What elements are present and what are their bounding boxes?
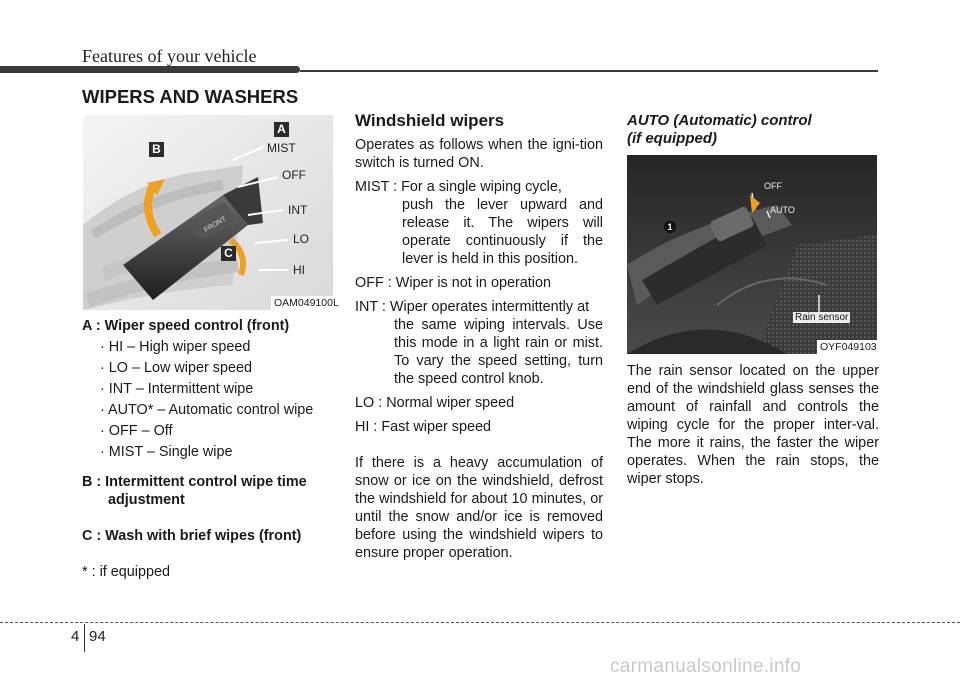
auto-body-column xyxy=(627,362,879,488)
legend-a-item: · LO – Low wiper speed xyxy=(100,360,252,376)
lever-front-label: FRONT xyxy=(203,215,228,234)
legend-a-item: · HI – High wiper speed xyxy=(100,339,251,355)
chapter-number: 4 xyxy=(71,628,80,645)
auto-title: AUTO (Automatic) control xyxy=(627,112,812,129)
page-number: 94 xyxy=(89,628,106,645)
figure-auto-label: AUTO xyxy=(770,205,795,215)
legend-a-item: · MIST – Single wipe xyxy=(100,444,233,460)
int-key: INT : xyxy=(355,299,390,315)
position-off-label: OFF xyxy=(282,168,306,182)
mist-description xyxy=(355,178,603,268)
auto-title-equipped: (if equipped) xyxy=(627,130,717,147)
windshield-title: Windshield wipers xyxy=(355,111,505,130)
legend-column xyxy=(82,317,340,581)
off-description: OFF : Wiper is not in operation xyxy=(355,275,551,291)
snow-ice-note: If there is a heavy accumulation of snow or ice on the windshield, defrost the windshield for about 10 minutes, or until the snow and/or ice is removed before using the windshield wipers to ensure proper operation. xyxy=(355,455,603,561)
auto-body: The rain sensor located on the upper end of the windshield glass senses the amount of rainfall and controls the wiping cycle for the proper inter-val. The more it rains, the faster the wiper operates. When the rain stops, the wiper stops. xyxy=(627,363,879,487)
figure-off-label: OFF xyxy=(764,181,782,191)
page-header-title: Features of your vehicle xyxy=(82,46,257,66)
header-bar xyxy=(0,66,300,73)
lo-description: LO : Normal wiper speed xyxy=(355,395,515,411)
callout-a: A xyxy=(274,122,289,137)
page-number-divider xyxy=(84,624,85,652)
callout-b: B xyxy=(149,142,164,157)
legend-b-label-continued: adjustment xyxy=(108,492,185,508)
figure-marker-1: 1 xyxy=(664,221,676,233)
footer-dashed-rule xyxy=(0,622,960,623)
figure-code-right: OYF049103 xyxy=(817,340,880,354)
position-hi-label: HI xyxy=(293,263,305,277)
int-first-line: Wiper operates intermittently at xyxy=(389,299,590,315)
windshield-column xyxy=(355,112,603,562)
footnote: * : if equipped xyxy=(82,564,171,580)
hi-description: HI : Fast wiper speed xyxy=(355,419,491,435)
header-rule xyxy=(300,70,878,72)
mist-key: MIST : xyxy=(355,179,402,195)
int-description xyxy=(355,298,603,388)
rain-sensor-illustration xyxy=(627,155,877,354)
legend-a-item: · OFF – Off xyxy=(100,423,173,439)
position-lo-label: LO xyxy=(293,232,310,246)
auto-column xyxy=(627,112,879,148)
legend-b-label: B : Intermittent control wipe time xyxy=(82,474,307,490)
section-title: WIPERS AND WASHERS xyxy=(82,86,299,107)
mist-first-line: For a single wiping cycle, xyxy=(401,179,562,195)
legend-c-label: C : Wash with brief wipes (front) xyxy=(82,528,302,544)
legend-a-label: A : Wiper speed control (front) xyxy=(82,318,290,334)
rain-sensor-figure xyxy=(627,155,877,354)
site-watermark[interactable]: carmanualsonline.info xyxy=(610,656,802,677)
position-int-label: INT xyxy=(288,203,308,217)
legend-a-item: · INT – Intermittent wipe xyxy=(100,381,254,397)
rain-sensor-label: Rain sensor xyxy=(795,312,849,323)
wiper-lever-figure xyxy=(83,115,333,310)
mist-rest: push the lever upward and release it. The wipers will operate continuously if the lever is held in this position. xyxy=(402,197,603,267)
position-mist-label: MIST xyxy=(267,141,296,155)
int-rest: the same wiping intervals. Use this mode in a light rain or mist. To vary the speed setting, turn the speed control knob. xyxy=(394,317,603,387)
windshield-intro: Operates as follows when the igni-tion switch is turned ON. xyxy=(355,137,603,171)
callout-c: C xyxy=(221,246,236,261)
figure-code-left: OAM049100L xyxy=(271,296,342,310)
legend-a-item: · AUTO* – Automatic control wipe xyxy=(100,402,314,418)
